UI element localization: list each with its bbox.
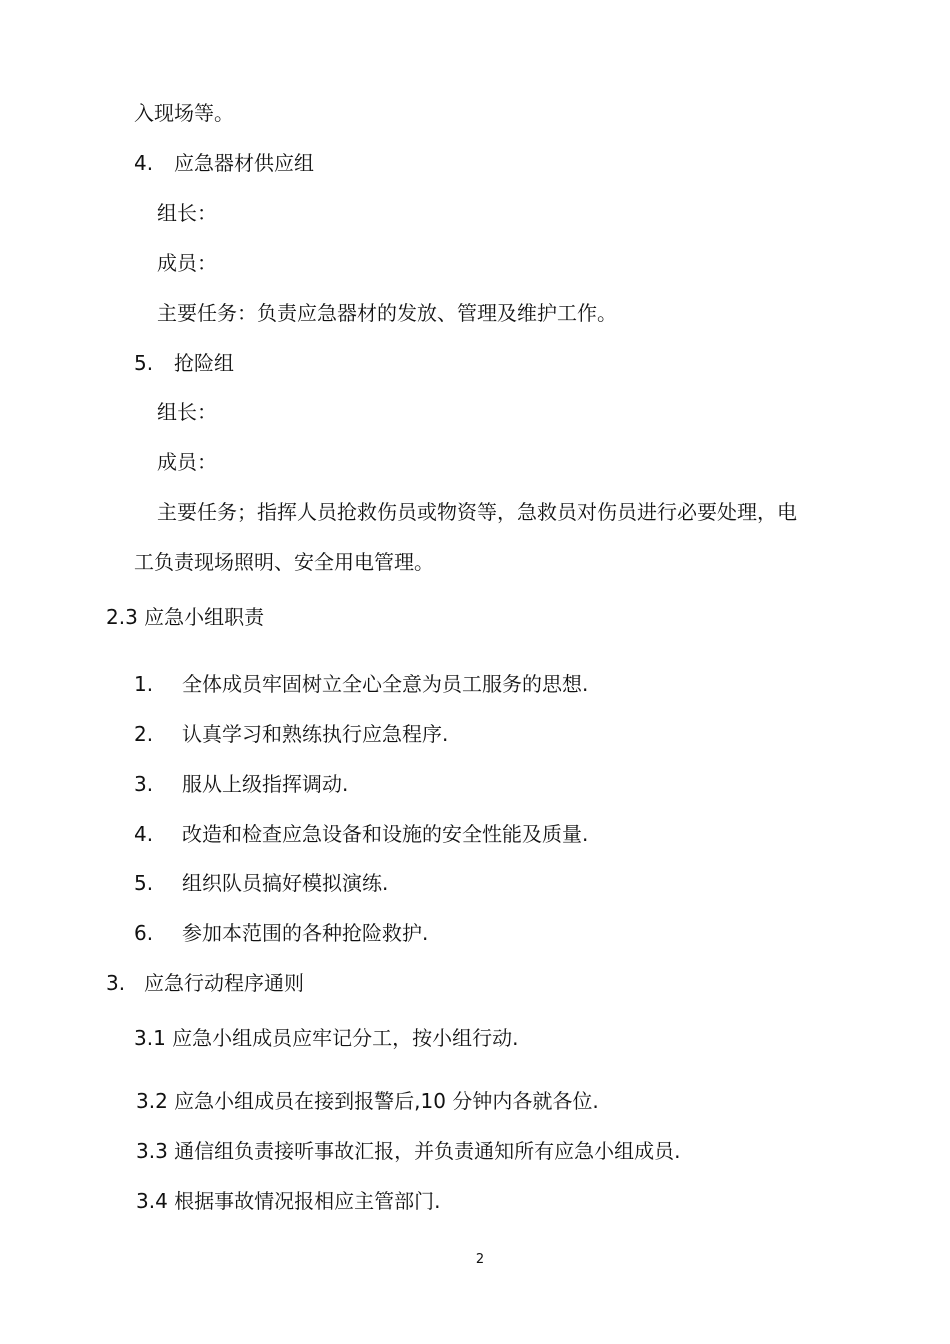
- text-line: 成员：: [157, 450, 217, 474]
- list-item-text: 改造和检查应急设备和设施的安全性能及质量.: [182, 822, 589, 846]
- procedure-item: 3.3 通信组负责接听事故汇报，并负责通知所有应急小组成员.: [136, 1139, 681, 1163]
- subheading-text: 抢险组: [174, 351, 234, 375]
- list-item-text: 参加本范围的各种抢险救护.: [182, 921, 429, 945]
- procedure-item: 3.4 根据事故情况报相应主管部门.: [136, 1189, 441, 1213]
- subheading-rescue-group: [134, 349, 234, 377]
- subheading-material-supply-group: [134, 149, 314, 177]
- list-item-text: 组织队员搞好模拟演练.: [182, 871, 389, 895]
- text-line: 成员：: [157, 251, 217, 275]
- section-heading-text: 应急行动程序通则: [144, 971, 304, 995]
- text-line: 组长：: [157, 201, 217, 225]
- list-number: 3.: [134, 772, 154, 796]
- list-number: 2.: [134, 722, 154, 746]
- list-item-text: 认真学习和熟练执行应急程序.: [182, 722, 449, 746]
- section-heading-2-3: 2.3 应急小组职责: [106, 605, 265, 629]
- list-item: [134, 869, 388, 897]
- list-number: 4.: [134, 822, 154, 846]
- list-number: 5.: [134, 351, 154, 375]
- section-heading-3: [106, 969, 304, 997]
- list-item: [134, 720, 448, 748]
- list-item: [134, 670, 588, 698]
- list-number: 5.: [134, 871, 154, 895]
- page-number: 2: [475, 1252, 485, 1267]
- list-number: 6.: [134, 921, 154, 945]
- text-line: 组长：: [157, 400, 217, 424]
- text-line: 入现场等。: [134, 101, 234, 125]
- section-number: 3.: [106, 971, 126, 995]
- text-line: 主要任务：负责应急器材的发放、管理及维护工作。: [157, 301, 617, 325]
- list-number: 1.: [134, 672, 154, 696]
- list-item: [134, 820, 588, 848]
- list-item-text: 全体成员牢固树立全心全意为员工服务的思想.: [182, 672, 589, 696]
- text-line: 主要任务；指挥人员抢救伤员或物资等，急救员对伤员进行必要处理，电: [157, 500, 797, 524]
- list-item: [134, 770, 348, 798]
- procedure-item: 3.1 应急小组成员应牢记分工，按小组行动.: [134, 1026, 519, 1050]
- text-line: 工负责现场照明、安全用电管理。: [134, 550, 434, 574]
- procedure-item: 3.2 应急小组成员在接到报警后,10 分钟内各就各位.: [136, 1089, 599, 1113]
- subheading-text: 应急器材供应组: [174, 151, 314, 175]
- list-item: [134, 919, 428, 947]
- list-item-text: 服从上级指挥调动.: [182, 772, 349, 796]
- list-number: 4.: [134, 151, 154, 175]
